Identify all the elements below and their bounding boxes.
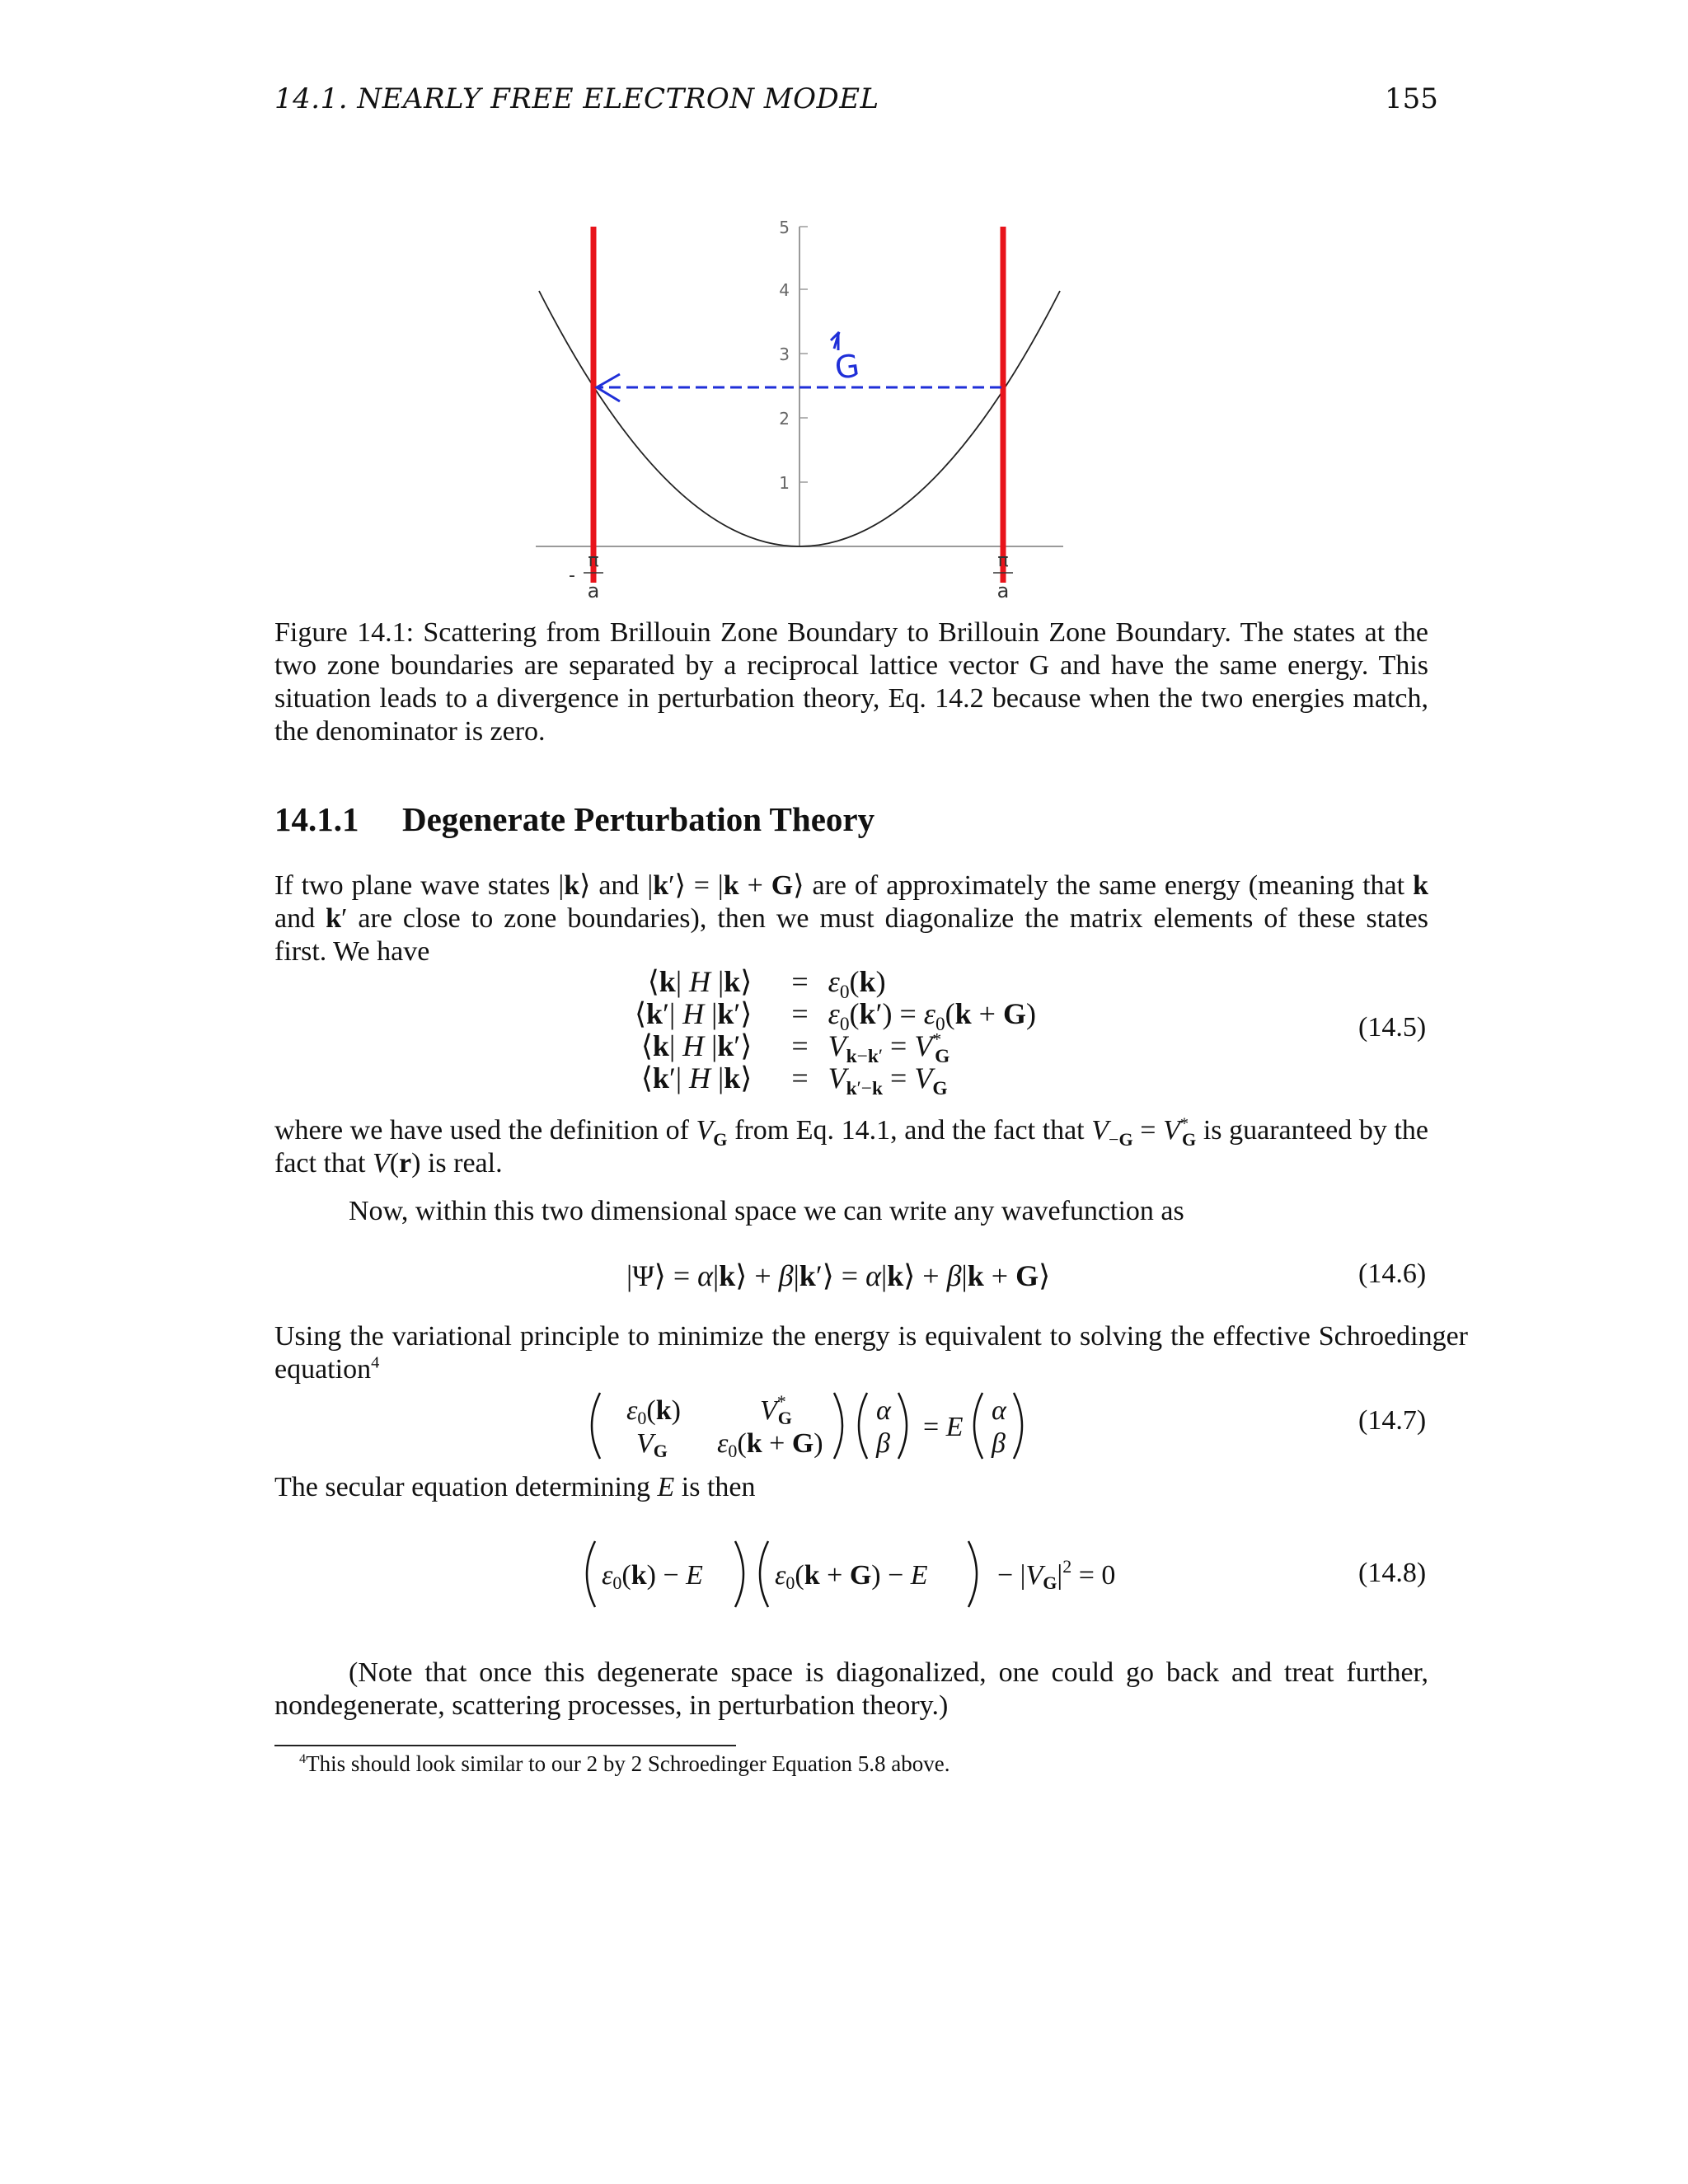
figure-caption: Figure 14.1: Scattering from Brillouin Zone Boundary to Brillouin Zone Boundary. The states at the two zone boundaries are separated by a reciprocal lattice vector G and have the same energy. This situation leads to a divergence in perturbation theory, Eq. 14.2 because when the two energies match, the denominator is zero. <box>274 617 1428 747</box>
equation-14-7 <box>577 1385 1154 1467</box>
y-tick-5: 5 <box>779 218 790 237</box>
svg-text:ε0(k + G) − E: ε0(k + G) − E <box>775 1560 928 1593</box>
y-tick-4: 4 <box>779 280 790 300</box>
svg-text:= E: = E <box>923 1412 964 1442</box>
svg-text:ε0(k): ε0(k) <box>626 1395 681 1428</box>
footnote: $^4$This should look similar to our 2 by 2 Schroedinger Equation 5.8 above. <box>299 1751 950 1776</box>
equation-14-8 <box>577 1533 1154 1615</box>
equation-14-5: ⟨k| H |k⟩ = $\varepsilon_0(k)$ ⟨k′| H |k′⟩ = $\varepsilon_0(k') = \varepsilon_0(k + G)$ ⟨k| H |k′⟩ = $V_{k-k'} = V^*_G$ ⟨k′| H |k⟩ = $V_{k'-k} = V_G$ <box>635 965 1036 1100</box>
paragraph-wavefunction: Now, within this two dimensional space we can write any wavefunction as <box>349 1196 1184 1226</box>
y-tick-3: 3 <box>779 344 790 364</box>
svg-text:α: α <box>876 1395 891 1426</box>
paragraph-intro: If two plane wave states |k⟩ and |k′⟩ = |k + G⟩ are of approximately the same energy (meaning that k and k′ are close to zone boundaries), then we must diagonalize the matrix elements of these states first. We have <box>274 870 1428 967</box>
paragraph-secular: The secular equation determining E is then <box>274 1472 756 1502</box>
paragraph-definition: where we have used the definition of $V_G$ from Eq. 14.1, and the fact that $V_{-G} = V^*_G$ is guaranteed by the fact that V(r) is real. <box>274 1114 1429 1179</box>
paragraph-note: (Note that once this degenerate space is diagonalized, one could go back and treat further, nondegenerate, scattering processes, in perturbation theory.) <box>274 1657 1428 1721</box>
y-tick-1: 1 <box>779 473 790 493</box>
svg-text:ε0(k) − E: ε0(k) − E <box>602 1560 703 1593</box>
x-label-left-den: a <box>587 579 600 602</box>
brillouin-zone-figure <box>528 210 1071 606</box>
equation-number-14-8: (14.8) <box>1358 1558 1427 1588</box>
footnote-rule <box>274 1745 736 1746</box>
handwritten-g-annotation <box>831 332 861 387</box>
svg-text:α: α <box>992 1395 1006 1426</box>
equation-number-14-7: (14.7) <box>1358 1405 1427 1436</box>
paragraph-variational: Using the variational principle to minimize the energy is equivalent to solving the effective Schroedinger equation$^4$ <box>274 1321 1468 1385</box>
x-label-left-sign: - <box>569 565 575 586</box>
svg-text:G: G <box>832 347 862 387</box>
y-tick-2: 2 <box>779 409 790 429</box>
equation-number-14-6: (14.6) <box>1358 1258 1427 1289</box>
svg-text:VG: VG <box>636 1428 668 1461</box>
section-number: 14.1.1 <box>274 800 359 838</box>
svg-text:− |VG|2 = 0: − $|VG|^2 = 0$ <box>997 1556 1116 1593</box>
svg-text:β: β <box>876 1428 890 1459</box>
y-axis-ticks <box>799 227 808 482</box>
svg-text:V*G: V* G <box>760 1391 792 1428</box>
running-head: 14.1. NEARLY FREE ELECTRON MODEL <box>274 82 879 115</box>
section-heading <box>274 799 874 839</box>
svg-text:β: β <box>992 1428 1006 1459</box>
section-title: Degenerate Perturbation Theory <box>402 800 875 838</box>
x-label-right-num: π <box>997 551 1009 571</box>
x-label-right-den: a <box>996 579 1010 602</box>
equation-14-6: |Ψ⟩ = α|k⟩ + β|k′⟩ = α|k⟩ + β|k + G⟩ <box>626 1259 1051 1292</box>
page-number: 155 <box>1385 82 1438 115</box>
svg-text:ε0(k + G): ε0(k + G) <box>717 1428 823 1461</box>
equation-number-14-5: (14.5) <box>1358 1012 1427 1043</box>
x-label-left-num: π <box>588 551 599 571</box>
